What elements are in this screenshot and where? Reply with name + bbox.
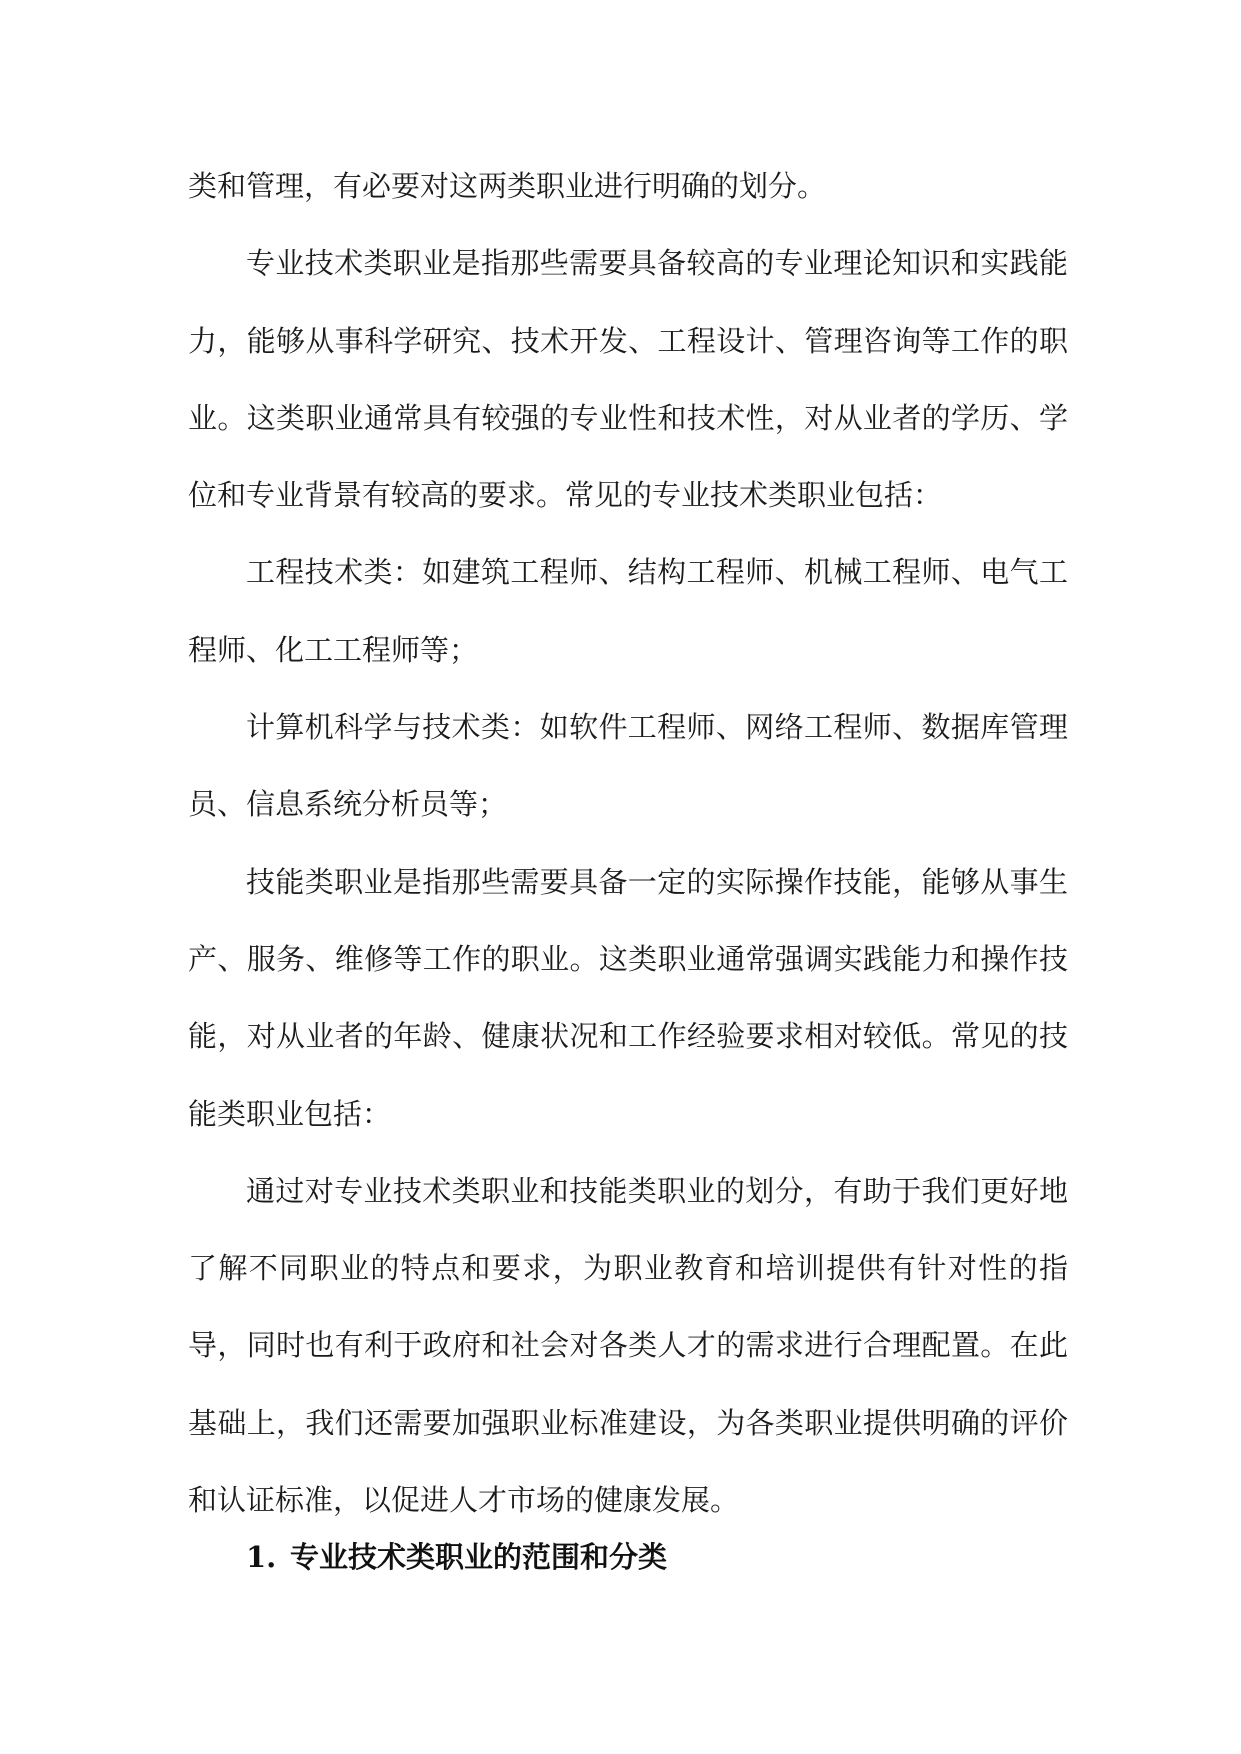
paragraph-5: 技能类职业是指那些需要具备一定的实际操作技能，能够从事生产、服务、维修等工作的职业。这类职业通常强调实践能力和操作技能，对从业者的年龄、健康状况和工作经验要求相对较低。常见的技能类职业包括：: [188, 864, 1068, 1131]
section-heading: [246, 1527, 1066, 1587]
paragraph-3: 工程技术类：如建筑工程师、结构工程师、机械工程师、电气工程师、化工工程师等；: [188, 555, 1068, 667]
paragraph-2: 专业技术类职业是指那些需要具备较高的专业理论知识和实践能力，能够从事科学研究、技术开发、工程设计、管理咨询等工作的职业。这类职业通常具有较强的专业性和技术性，对从业者的学历、学位和专业背景有较高的要求。常见的专业技术类职业包括：: [188, 246, 1068, 513]
paragraph-1: 类和管理，有必要对这两类职业进行明确的划分。: [188, 169, 827, 203]
section-heading-text: 专业技术类职业的范围和分类: [290, 1540, 668, 1574]
document-body: [188, 148, 1068, 1539]
section-heading-number: 1.: [246, 1540, 277, 1574]
paragraph-4: 计算机科学与技术类：如软件工程师、网络工程师、数据库管理员、信息系统分析员等；: [188, 710, 1068, 822]
paragraph-6: 通过对专业技术类职业和技能类职业的划分，有助于我们更好地了解不同职业的特点和要求，为职业教育和培训提供有针对性的指导，同时也有利于政府和社会对各类人才的需求进行合理配置。在此基础上，我们还需要加强职业标准建设，为各类职业提供明确的评价和认证标准，以促进人才市场的健康发展。: [188, 1173, 1068, 1518]
